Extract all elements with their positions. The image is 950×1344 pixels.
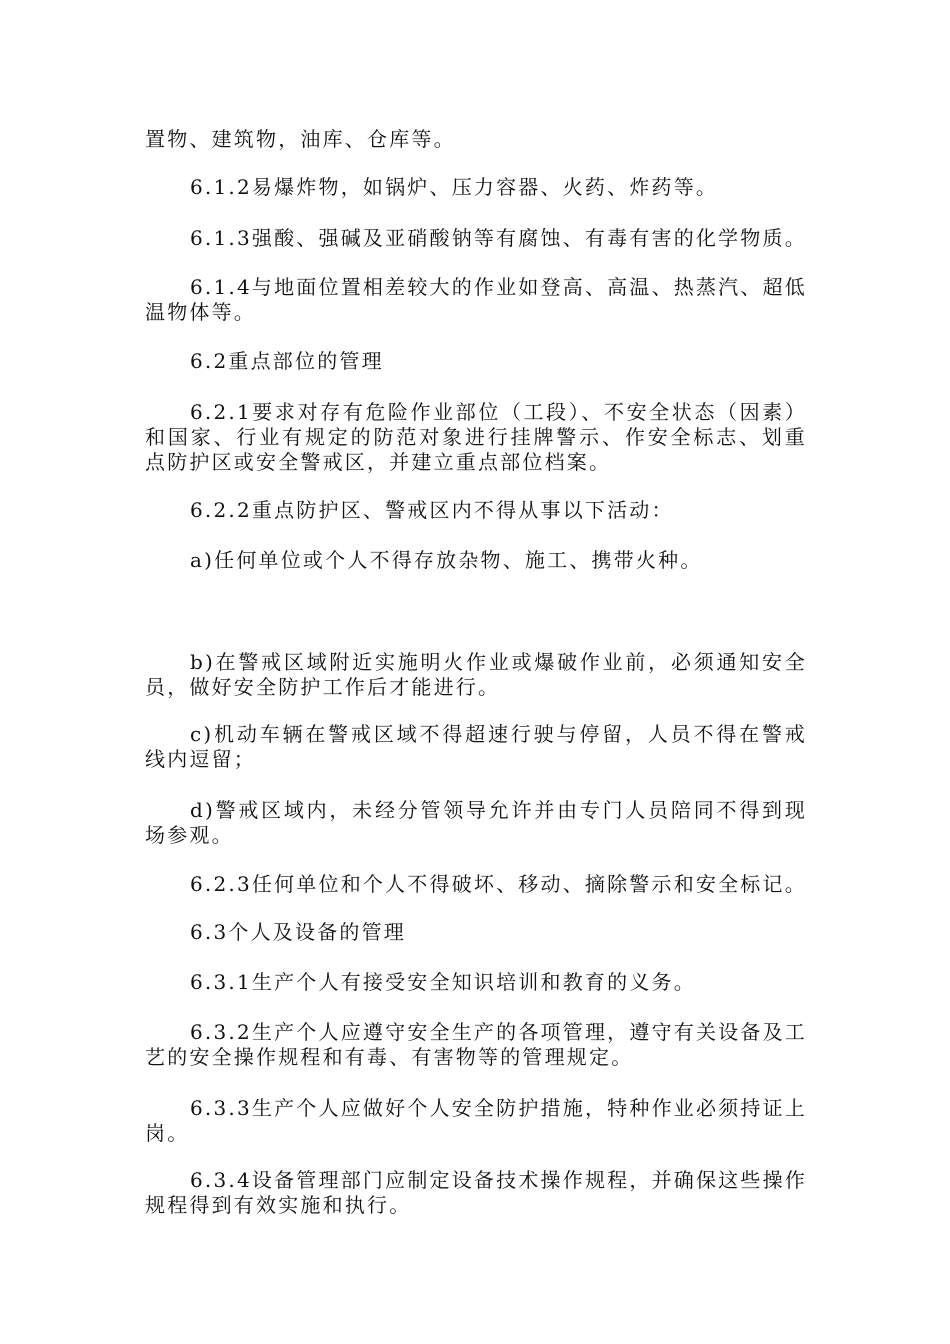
paragraph-6-3-3: 6.3.3生产个人应做好个人安全防护措施，特种作业必须持证上岗。	[145, 1096, 807, 1145]
list-item-b: b)在警戒区域附近实施明火作业或爆破作业前，必须通知安全员，做好安全防护工作后才能进行。	[145, 650, 807, 699]
heading-6-2: 6.2重点部位的管理	[190, 349, 384, 373]
heading-6-3: 6.3个人及设备的管理	[190, 920, 407, 944]
paragraph-6-3-4: 6.3.4设备管理部门应制定设备技术操作规程，并确保这些操作规程得到有效实施和执行。	[145, 1168, 807, 1217]
paragraph-6-2-2: 6.2.2重点防护区、警戒区内不得从事以下活动：	[190, 498, 674, 522]
paragraph-6-3-2: 6.3.2生产个人应遵守安全生产的各项管理，遵守有关设备及工艺的安全操作规程和有毒、有害物等的管理规定。	[145, 1020, 807, 1069]
list-item-d: d)警戒区域内，未经分管领导允许并由专门人员陪同不得到现场参观。	[145, 798, 807, 847]
list-item-a: a)任何单位或个人不得存放杂物、施工、携带火种。	[190, 548, 703, 572]
paragraph-6-1-2: 6.1.2易爆炸物，如锅炉、压力容器、火药、炸药等。	[190, 175, 719, 199]
paragraph-6-1-4: 6.1.4与地面位置相差较大的作业如登高、高温、热蒸汽、超低温物体等。	[145, 275, 807, 324]
paragraph-continuation: 置物、建筑物，油库、仓库等。	[145, 127, 456, 151]
paragraph-6-2-1: 6.2.1要求对存有危险作业部位（工段）、不安全状态（因素）和国家、行业有规定的防范对象进行挂牌警示、作安全标志、划重点防护区或安全警戒区，并建立重点部位档案。	[145, 400, 807, 474]
list-item-c: c)机动车辆在警戒区域不得超速行驶与停留，人员不得在警戒线内逗留；	[145, 722, 807, 771]
paragraph-6-1-3: 6.1.3强酸、强碱及亚硝酸钠等有腐蚀、有毒有害的化学物质。	[190, 226, 807, 250]
paragraph-6-3-1: 6.3.1生产个人有接受安全知识培训和教育的义务。	[190, 970, 696, 994]
paragraph-6-2-3: 6.2.3任何单位和个人不得破坏、移动、摘除警示和安全标记。	[190, 872, 807, 896]
